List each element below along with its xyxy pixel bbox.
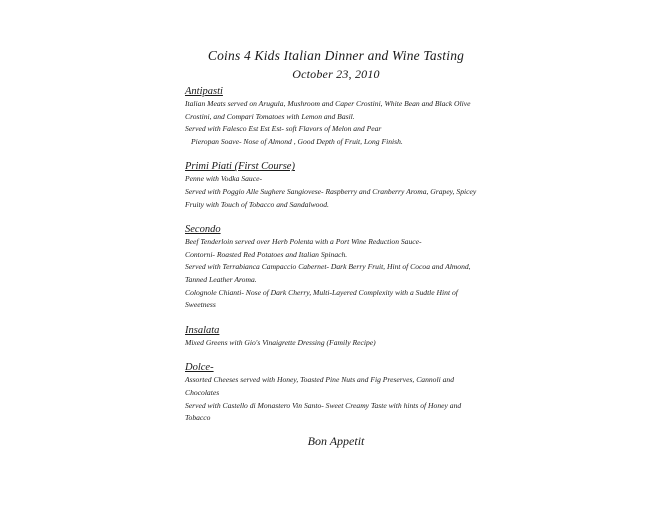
- section-insalata: [185, 324, 505, 350]
- section-heading-note: (First Course): [234, 161, 295, 173]
- menu-line: Tobacco: [185, 413, 211, 423]
- menu-line: Contorni- Roasted Red Potatoes and Italian Spinach.: [185, 249, 348, 259]
- menu-line: Served with Poggio Alle Sughere Sangiovese- Raspberry and Cranberry Aroma, Grapey, Spicey: [185, 186, 477, 196]
- page-title: Coins 4 Kids Italian Dinner and Wine Tasting: [207, 48, 465, 63]
- menu-line: Fruity with Touch of Tobacco and Sandalwood.: [185, 199, 329, 209]
- section-secondo: [185, 223, 505, 312]
- menu-line: Italian Meats served on Arugula, Mushroom and Caper Crostini, White Bean and Black Olive: [185, 99, 471, 108]
- menu-line: Tanned Leather Aroma.: [185, 274, 257, 284]
- section-heading: Antipasti: [185, 86, 223, 97]
- menu-line: Sweetness: [185, 300, 216, 310]
- menu-line: Mixed Greens with Gio's Vinaigrette Dressing (Family Recipe): [185, 337, 376, 347]
- menu-line: Beef Tenderloin served over Herb Polenta with a Port Wine Reduction Sauce-: [185, 237, 422, 247]
- section-primi-piati: [185, 160, 505, 211]
- menu-line: Colognole Chianti- Nose of Dark Cherry, Multi-Layered Complexity with a Sudtle Hint of: [185, 287, 458, 297]
- section-antipasti: [185, 85, 505, 148]
- menu-line: Crostini, and Compari Tomatoes with Lemon and Basil.: [185, 111, 355, 121]
- section-heading: Dolce-: [185, 362, 214, 374]
- menu-line: Served with Falesco Est Est Est- soft Flavors of Melon and Pear: [185, 124, 382, 134]
- section-dolce: [185, 361, 505, 424]
- section-heading-text: Primi Piati: [185, 161, 232, 173]
- menu-line: Assorted Cheeses served with Honey, Toasted Pine Nuts and Fig Preserves, Cannoli and: [185, 375, 454, 385]
- section-heading: Secondo: [185, 224, 221, 236]
- menu-line: Served with Castello di Monastero Vin Santo- Sweet Creamy Taste with hints of Honey and: [185, 400, 462, 410]
- section-heading: [185, 160, 505, 173]
- menu-line: Pieropan Soave- Nose of Almond , Good Depth of Fruit, Long Finish.: [191, 136, 403, 146]
- menu-line: Penne with Vodka Sauce-: [185, 174, 262, 184]
- section-heading: Insalata: [185, 324, 220, 336]
- closing-text: Bon Appetit: [307, 434, 365, 448]
- menu-body: [185, 85, 505, 425]
- menu-line: Chocolates: [185, 387, 220, 397]
- menu-line: Served with Terrabianca Campaccio Cabernet- Dark Berry Fruit, Hint of Cocoa and Almond,: [185, 262, 471, 272]
- event-date: October 23, 2010: [292, 67, 380, 81]
